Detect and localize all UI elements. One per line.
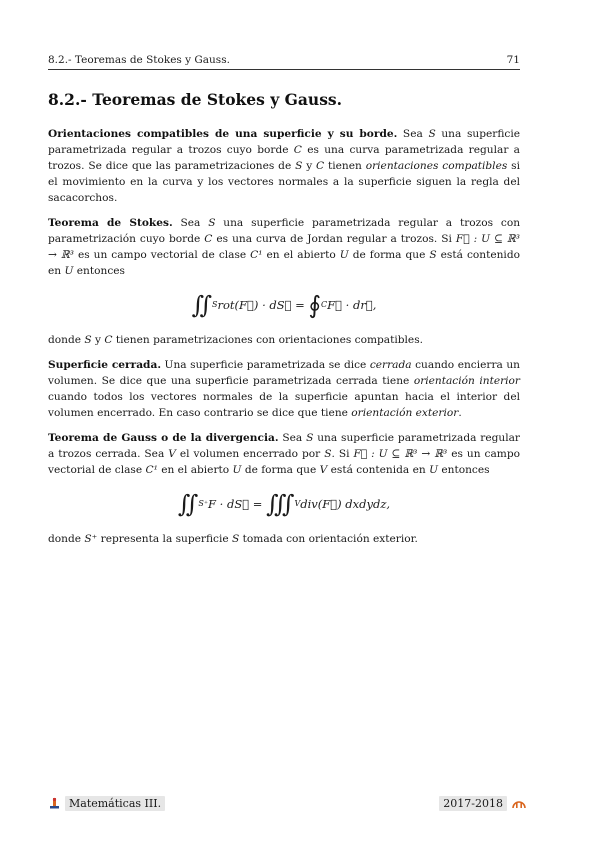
integral-domain: V [294, 499, 301, 508]
math-symbol: S [295, 160, 303, 172]
math-symbol: S⁺ [84, 533, 98, 545]
integrand: rot(F⃗) · dS⃗ [217, 298, 292, 312]
running-header [48, 54, 520, 66]
paragraph-gauss-note [48, 531, 520, 547]
math-symbol: S [306, 432, 314, 444]
text: en el abierto [157, 464, 233, 476]
text: y [302, 160, 317, 172]
double-integral-symbol: ∬ [177, 490, 199, 518]
text: una superficie parametrizada regular a trozos cerrada. Sea [48, 432, 520, 460]
paragraph-superficie-cerrada [48, 357, 520, 421]
integrand: F · dS⃗ [208, 497, 250, 511]
university-crest-icon [48, 797, 61, 810]
integrand: div(F⃗) dxdydz, [300, 497, 391, 511]
math-class: C¹ [250, 249, 263, 261]
paragraph-stokes-note [48, 332, 520, 348]
term-superficie-cerrada: Superficie cerrada. [48, 359, 162, 371]
text: tienen parametrizaciones con orientaciones compatibles. [112, 334, 424, 346]
math-symbol: U [64, 265, 74, 277]
paragraph-stokes [48, 215, 520, 279]
academic-year-label: 2017-2018 [439, 796, 507, 811]
text: . Si [331, 448, 354, 460]
text: entonces [438, 464, 490, 476]
text: el volumen encerrado por [175, 448, 325, 460]
header-rule [48, 69, 520, 70]
text: Sea [397, 128, 429, 140]
term-gauss: Teorema de Gauss o de la divergencia. [48, 432, 279, 444]
contour-integral-symbol: ∮ [308, 291, 321, 319]
emphasis: orientación exterior [351, 407, 459, 419]
page-number: 71 [506, 54, 520, 66]
integral-domain: S⁺ [198, 499, 209, 508]
equals-sign: = [291, 298, 309, 312]
text: entonces [73, 265, 125, 277]
math-symbol: C [316, 160, 325, 172]
math-symbol: V [319, 464, 328, 476]
integral-domain: S [212, 300, 218, 309]
math-symbol: S [232, 533, 240, 545]
equation-stokes [48, 288, 520, 322]
course-label: Matemáticas III. [65, 796, 165, 811]
text: en el abierto [262, 249, 340, 261]
math-symbol: C [293, 144, 302, 156]
paragraph-orientaciones [48, 126, 520, 206]
term-stokes: Teorema de Stokes. [48, 217, 173, 229]
text: de forma que [348, 249, 430, 261]
math-map: F⃗ : U ⊆ ℝ³ → ℝ³ [48, 233, 520, 261]
math-class: C¹ [145, 464, 158, 476]
university-logo-icon [512, 797, 525, 810]
text: donde [48, 533, 85, 545]
footer-year [439, 796, 525, 811]
triple-integral-symbol: ∭ [266, 490, 295, 518]
emphasis: orientaciones compatibles [365, 160, 508, 172]
equals-sign: = [249, 497, 267, 511]
math-symbol: S [429, 249, 437, 261]
footer-course [48, 796, 165, 811]
text: cuando todos los vectores normales de la superficie apuntan hacia el interior del volumen encerrado. En caso contrario se dice que tiene [48, 391, 520, 419]
text: representa la superficie [97, 533, 233, 545]
text: es un campo vectorial de clase [48, 448, 521, 476]
text: de forma que [241, 464, 320, 476]
text: tienen [324, 160, 366, 172]
math-symbol: U [232, 464, 242, 476]
math-symbol: S [84, 334, 92, 346]
math-symbol: S [208, 217, 216, 229]
term-orientaciones: Orientaciones compatibles de una superficie y su borde. [48, 128, 398, 140]
text: una superficie parametrizada regular a trozos cuyo borde [48, 128, 520, 156]
text: es un campo vectorial de clase [73, 249, 251, 261]
math-symbol: U [339, 249, 349, 261]
text: . [458, 407, 462, 419]
math-symbol: U [429, 464, 438, 476]
integral-domain: C [321, 300, 328, 309]
text: si el movimiento en la curva y los vectores normales a la superficie siguen la regla del sacacorchos. [48, 160, 520, 204]
text: está contenida en [327, 464, 430, 476]
text: Sea [278, 432, 307, 444]
double-integral-symbol: ∬ [191, 291, 213, 319]
text: es una curva parametrizada regular a trozos. Se dice que las parametrizaciones de [48, 144, 520, 172]
text: es una curva de Jordan regular a trozos. Si [212, 233, 456, 245]
text: una superficie parametrizada regular a trozos con parametrización cuyo borde [48, 217, 521, 245]
running-header-section: 8.2.- Teoremas de Stokes y Gauss. [48, 54, 230, 66]
text: tomada con orientación exterior. [239, 533, 418, 545]
equation-gauss [48, 487, 520, 521]
integrand: F⃗ · dr⃗, [327, 298, 377, 312]
math-symbol: C [204, 233, 213, 245]
section-title: 8.2.- Teoremas de Stokes y Gauss. [48, 90, 343, 109]
text: Una superficie parametrizada se dice [161, 359, 370, 371]
math-map: F⃗ : U ⊆ ℝ³ → ℝ³ [353, 448, 448, 460]
math-symbol: S [428, 128, 436, 140]
math-symbol: S [324, 448, 332, 460]
math-symbol: V [168, 448, 176, 460]
math-symbol: C [104, 334, 113, 346]
body-text [48, 126, 520, 556]
text: Sea [172, 217, 209, 229]
text: y [91, 334, 105, 346]
text: está contenido en [48, 249, 520, 277]
emphasis: cerrada [369, 359, 412, 371]
emphasis: orientación interior [413, 375, 520, 387]
paragraph-gauss [48, 430, 520, 478]
text: cuando encierra un volumen. Se dice que una superficie parametrizada cerrada tiene [48, 359, 520, 387]
text: donde [48, 334, 85, 346]
